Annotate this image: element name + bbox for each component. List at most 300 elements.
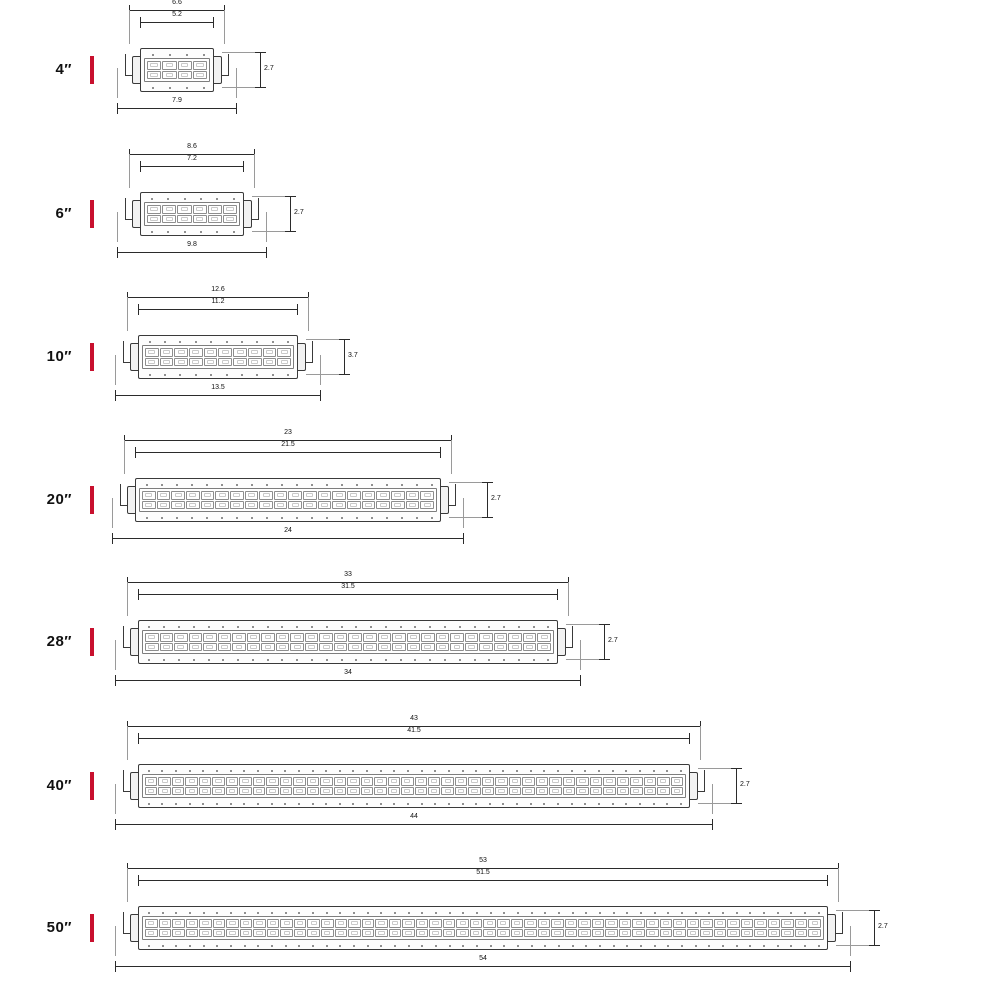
led-cell <box>332 491 346 500</box>
screw-icon <box>476 912 478 914</box>
led-cell <box>619 919 632 928</box>
screw-icon <box>341 484 343 486</box>
led-cell <box>522 787 534 796</box>
screw-icon <box>380 945 382 947</box>
led-cell <box>334 633 348 642</box>
screw-icon <box>339 945 341 947</box>
led-cell <box>671 787 683 796</box>
screw-icon <box>421 912 423 914</box>
screw-icon <box>200 198 202 200</box>
witness-line <box>308 297 309 331</box>
screw-icon <box>431 484 433 486</box>
screw-icon <box>252 659 254 661</box>
dimension-value: 41.5 <box>407 727 421 734</box>
screw-icon <box>312 912 314 914</box>
screw-icon <box>296 484 298 486</box>
dimension-height <box>604 624 630 660</box>
screw-icon <box>195 374 197 376</box>
led-cell <box>590 777 602 786</box>
dimension-line <box>117 252 267 253</box>
dimension-tick <box>135 447 136 458</box>
led-cell <box>293 787 305 796</box>
led-grid <box>145 633 551 651</box>
screw-icon <box>241 341 243 343</box>
led-cell <box>223 215 237 224</box>
screw-icon <box>503 945 505 947</box>
screw-icon <box>341 659 343 661</box>
led-cell <box>549 777 561 786</box>
dimension-line <box>115 395 321 396</box>
led-cell <box>671 777 683 786</box>
screw-icon <box>163 626 165 628</box>
screw-icon <box>777 945 779 947</box>
dimension-tick <box>482 517 493 518</box>
size-row <box>0 715 1000 862</box>
screw-icon <box>572 945 574 947</box>
dimension-value: 11.2 <box>211 298 225 305</box>
led-cell <box>494 633 508 642</box>
dimension-tick <box>255 52 266 53</box>
screw-icon <box>666 770 668 772</box>
led-cell <box>174 643 188 652</box>
screw-icon <box>167 231 169 233</box>
size-accent-rule <box>90 343 94 371</box>
screw-icon <box>434 803 436 805</box>
screw-icon <box>547 659 549 661</box>
led-grid <box>147 205 237 223</box>
led-cell <box>307 787 319 796</box>
led-cell <box>208 205 222 214</box>
screw-icon <box>557 770 559 772</box>
led-housing <box>142 345 294 369</box>
screw-icon <box>531 945 533 947</box>
size-row <box>0 857 1000 1002</box>
led-cell <box>259 501 273 510</box>
led-cell <box>189 643 203 652</box>
led-cell <box>482 787 494 796</box>
screw-icon <box>179 341 181 343</box>
screw-icon <box>722 945 724 947</box>
screw-icon <box>366 770 368 772</box>
witness-line <box>127 297 128 331</box>
led-cell <box>189 348 203 357</box>
led-cell <box>189 633 203 642</box>
led-cell <box>158 777 170 786</box>
led-cell <box>565 919 578 928</box>
screw-icon <box>640 945 642 947</box>
dimension-bottom <box>117 241 267 262</box>
led-cell <box>479 633 493 642</box>
led-cell <box>318 491 332 500</box>
screw-icon <box>252 626 254 628</box>
screw-icon <box>326 945 328 947</box>
screw-icon <box>640 912 642 914</box>
led-cell <box>203 643 217 652</box>
screw-icon <box>243 803 245 805</box>
screw-icon <box>613 945 615 947</box>
witness-line <box>117 68 118 98</box>
led-cell <box>361 777 373 786</box>
led-cell <box>204 348 218 357</box>
screw-icon <box>421 945 423 947</box>
led-cell <box>537 643 551 652</box>
screw-icon <box>352 803 354 805</box>
led-cell <box>232 633 246 642</box>
dimension-height <box>874 910 900 946</box>
screw-icon <box>474 626 476 628</box>
screw-icon <box>444 626 446 628</box>
screw-icon <box>161 484 163 486</box>
size-accent-rule <box>90 914 94 942</box>
led-cell <box>307 777 319 786</box>
screw-icon <box>462 912 464 914</box>
screw-icon <box>393 770 395 772</box>
size-label: 50″ <box>46 919 72 936</box>
led-cell <box>332 501 346 510</box>
led-cell <box>253 777 265 786</box>
led-cell <box>673 929 686 938</box>
dimension-height <box>736 768 762 804</box>
screw-icon <box>203 945 205 947</box>
screw-icon <box>326 484 328 486</box>
led-cell <box>267 929 280 938</box>
screw-icon <box>257 770 259 772</box>
led-cell <box>145 358 159 367</box>
led-cell <box>320 787 332 796</box>
led-cell <box>245 491 259 500</box>
led-cell <box>392 643 406 652</box>
led-cell <box>145 919 158 928</box>
dimension-top-inner <box>135 441 441 462</box>
led-cell <box>536 787 548 796</box>
led-cell <box>428 777 440 786</box>
screw-icon <box>599 945 601 947</box>
led-cell <box>523 633 537 642</box>
led-cell <box>334 787 346 796</box>
led-cell <box>375 919 388 928</box>
led-housing <box>144 58 210 82</box>
screw-icon <box>311 517 313 519</box>
led-cell <box>388 787 400 796</box>
screw-icon <box>653 803 655 805</box>
dimension-line <box>874 910 875 946</box>
screw-icon <box>585 945 587 947</box>
screw-icon <box>400 626 402 628</box>
dimension-value: 21.5 <box>281 441 295 448</box>
screw-icon <box>459 659 461 661</box>
led-cell <box>261 633 275 642</box>
led-cell <box>199 929 212 938</box>
led-cell <box>646 919 659 928</box>
screw-icon <box>804 912 806 914</box>
screw-icon <box>400 659 402 661</box>
screw-icon <box>490 945 492 947</box>
dimension-tick <box>266 247 267 258</box>
led-cell <box>482 777 494 786</box>
dimension-value: 12.6 <box>211 286 225 293</box>
witness-line <box>129 10 130 44</box>
led-cell <box>415 777 427 786</box>
screw-icon <box>149 341 151 343</box>
led-cell <box>660 929 673 938</box>
dimension-value: 2.7 <box>264 65 274 72</box>
screw-icon <box>681 945 683 947</box>
led-cell <box>266 787 278 796</box>
led-cell <box>147 61 161 70</box>
screw-icon <box>572 912 574 914</box>
screw-icon <box>476 945 478 947</box>
led-cell <box>172 787 184 796</box>
screw-icon <box>233 198 235 200</box>
led-cell <box>347 777 359 786</box>
led-cell <box>378 643 392 652</box>
led-cell <box>391 501 405 510</box>
screw-row-bottom <box>142 657 556 662</box>
led-cell <box>240 919 253 928</box>
led-cell <box>203 633 217 642</box>
dimension-tick <box>440 447 441 458</box>
screw-icon <box>216 803 218 805</box>
screw-icon <box>818 945 820 947</box>
witness-line <box>115 640 116 670</box>
led-cell <box>428 787 440 796</box>
screw-icon <box>516 803 518 805</box>
witness-line <box>838 868 839 902</box>
screw-icon <box>695 945 697 947</box>
dimension-top-inner <box>138 727 690 748</box>
led-grid <box>145 777 683 795</box>
witness-line <box>700 726 701 760</box>
led-cell <box>162 215 176 224</box>
led-cell <box>288 501 302 510</box>
screw-icon <box>763 912 765 914</box>
led-cell <box>186 501 200 510</box>
dimension-line <box>487 482 488 518</box>
screw-icon <box>195 341 197 343</box>
screw-icon <box>385 626 387 628</box>
led-cell <box>147 205 161 214</box>
led-cell <box>578 929 591 938</box>
dimension-value: 54 <box>479 955 487 962</box>
screw-icon <box>667 945 669 947</box>
screw-icon <box>503 659 505 661</box>
screw-icon <box>311 484 313 486</box>
screw-icon <box>169 87 171 89</box>
led-cell <box>245 501 259 510</box>
screw-icon <box>385 659 387 661</box>
led-cell <box>754 929 767 938</box>
led-cell <box>795 929 808 938</box>
size-accent-rule <box>90 200 94 228</box>
screw-icon <box>175 945 177 947</box>
size-label: 4″ <box>55 61 72 78</box>
led-cell <box>441 787 453 796</box>
led-cell <box>456 919 469 928</box>
dimension-value: 2.7 <box>878 923 888 930</box>
led-cell <box>605 919 618 928</box>
screw-icon <box>380 770 382 772</box>
dimension-bottom <box>115 669 581 690</box>
led-cell <box>741 929 754 938</box>
screw-icon <box>244 912 246 914</box>
screw-icon <box>639 803 641 805</box>
led-cell <box>470 929 483 938</box>
screw-icon <box>722 912 724 914</box>
led-cell <box>335 919 348 928</box>
screw-icon <box>408 945 410 947</box>
screw-icon <box>312 770 314 772</box>
led-cell <box>223 205 237 214</box>
screw-icon <box>518 659 520 661</box>
screw-icon <box>356 517 358 519</box>
screw-icon <box>366 803 368 805</box>
dimension-tick <box>869 910 880 911</box>
screw-row-bottom <box>144 229 242 234</box>
screw-icon <box>543 803 545 805</box>
dimension-tick <box>243 161 244 172</box>
screw-icon <box>355 626 357 628</box>
screw-icon <box>517 912 519 914</box>
screw-icon <box>804 945 806 947</box>
led-cell <box>185 787 197 796</box>
dimension-bottom <box>117 97 237 118</box>
screw-icon <box>203 87 205 89</box>
screw-icon <box>251 517 253 519</box>
screw-icon <box>584 770 586 772</box>
led-cell <box>347 491 361 500</box>
dimension-value: 44 <box>410 813 418 820</box>
screw-icon <box>547 626 549 628</box>
screw-icon <box>151 198 153 200</box>
led-housing <box>142 630 554 654</box>
led-cell <box>700 929 713 938</box>
screw-icon <box>459 626 461 628</box>
screw-icon <box>178 626 180 628</box>
led-cell <box>160 633 174 642</box>
led-cell <box>215 501 229 510</box>
screw-icon <box>435 912 437 914</box>
screw-icon <box>435 945 437 947</box>
led-cell <box>280 777 292 786</box>
size-label: 10″ <box>46 348 72 365</box>
witness-line <box>124 440 125 474</box>
led-cell <box>193 71 207 80</box>
witness-line <box>129 154 130 188</box>
led-cell <box>401 777 413 786</box>
led-cell <box>508 633 522 642</box>
screw-icon <box>613 912 615 914</box>
led-cell <box>189 358 203 367</box>
led-cell <box>551 929 564 938</box>
screw-icon <box>394 945 396 947</box>
screw-icon <box>598 803 600 805</box>
led-cell <box>538 929 551 938</box>
screw-icon <box>533 659 535 661</box>
led-housing <box>139 488 437 512</box>
screw-icon <box>244 945 246 947</box>
dimension-height <box>260 52 286 88</box>
screw-row-bottom <box>142 372 296 377</box>
led-cell <box>174 633 188 642</box>
dimension-tick <box>236 103 237 114</box>
screw-icon <box>146 484 148 486</box>
screw-icon <box>571 803 573 805</box>
screw-icon <box>146 517 148 519</box>
dimension-bottom <box>115 813 713 834</box>
led-cell <box>201 501 215 510</box>
screw-icon <box>281 484 283 486</box>
led-cell <box>617 777 629 786</box>
screw-icon <box>325 770 327 772</box>
screw-icon <box>431 517 433 519</box>
screw-row-top <box>142 910 826 915</box>
screw-icon <box>216 198 218 200</box>
screw-icon <box>230 803 232 805</box>
screw-icon <box>339 803 341 805</box>
led-grid <box>147 61 207 79</box>
screw-icon <box>189 803 191 805</box>
screw-icon <box>353 912 355 914</box>
led-cell <box>172 777 184 786</box>
screw-icon <box>296 626 298 628</box>
screw-icon <box>257 912 259 914</box>
led-cell <box>646 929 659 938</box>
led-cell <box>160 643 174 652</box>
led-cell <box>212 777 224 786</box>
screw-icon <box>488 626 490 628</box>
led-cell <box>218 633 232 642</box>
screw-icon <box>502 770 504 772</box>
led-cell <box>549 787 561 796</box>
screw-icon <box>371 484 373 486</box>
led-cell <box>551 919 564 928</box>
led-cell <box>455 787 467 796</box>
screw-icon <box>176 484 178 486</box>
dimension-line <box>115 824 713 825</box>
witness-line <box>224 10 225 44</box>
led-cell <box>145 929 158 938</box>
screw-icon <box>281 626 283 628</box>
led-cell <box>201 491 215 500</box>
light-bar-body <box>140 48 214 92</box>
screw-icon <box>667 912 669 914</box>
led-cell <box>158 787 170 796</box>
screw-icon <box>352 770 354 772</box>
dimension-tick <box>599 659 610 660</box>
dimension-tick <box>557 589 558 600</box>
led-cell <box>619 929 632 938</box>
led-cell <box>160 348 174 357</box>
led-cell <box>305 633 319 642</box>
screw-icon <box>421 770 423 772</box>
led-cell <box>177 205 191 214</box>
screw-icon <box>191 517 193 519</box>
led-cell <box>226 929 239 938</box>
screw-icon <box>287 341 289 343</box>
screw-icon <box>355 659 357 661</box>
led-cell <box>233 348 247 357</box>
screw-icon <box>233 231 235 233</box>
led-cell <box>673 919 686 928</box>
screw-icon <box>148 912 150 914</box>
led-cell <box>522 777 534 786</box>
dimension-value: 2.7 <box>491 495 501 502</box>
screw-icon <box>370 659 372 661</box>
screw-icon <box>448 770 450 772</box>
led-cell <box>536 777 548 786</box>
screw-icon <box>394 912 396 914</box>
led-cell <box>248 348 262 357</box>
